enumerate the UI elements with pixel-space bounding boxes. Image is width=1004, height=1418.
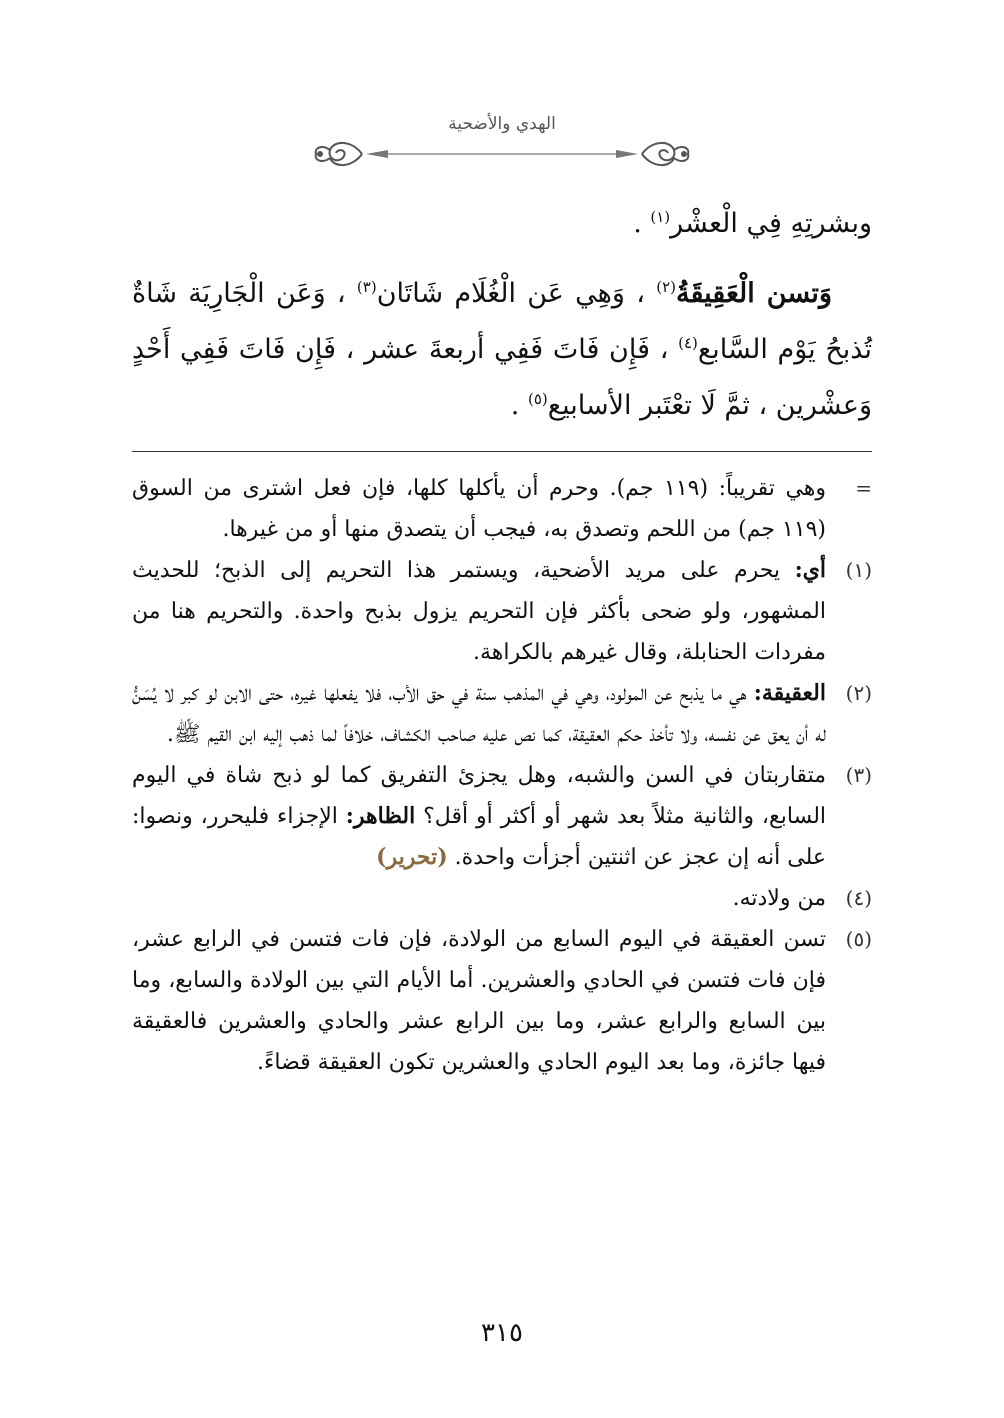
main-p2-text-1: ، وَهِي عَن الْغُلَام شَاتَان — [376, 278, 645, 309]
main-p2-lead: وَتسن الْعَقِيقَةُ — [676, 278, 832, 309]
main-p1-end: . — [633, 208, 642, 239]
footnote-ref-4: (٤) — [678, 334, 698, 352]
footnote-3 — [132, 755, 872, 878]
footnote-3-lead: الظاهر: — [345, 803, 416, 829]
header-title: الهدي والأضحية — [448, 114, 556, 134]
footnote-1-mark: (١) — [845, 558, 872, 582]
footnote-1-text: يحرم على مريد الأضحية، ويستمر هذا التحريم إلى الذبح؛ للحديث المشهور، ولو ضحى بأكثر فإن التحريم يزول بذبح واحدة. والتحريم هنا من مفردات الحنابلة، وقال غيرهم بالكراهة. — [132, 558, 826, 665]
footnote-2-text: هي ما يذبح عن المولود، وهي في المذهب سنة في حق الأب، فلا يفعلها غيره، حتى الابن لو كبر لا يُسَنُّ له أن يعق عن نفسه، ولا تأخذ حكم العقيقة، كما نص عليه صاحب الكشاف، خلافاً لما ذهب إليه ابن القيم — [132, 681, 826, 747]
footnote-2-end: . — [166, 722, 174, 747]
footnote-ref-5: (٥) — [527, 390, 548, 408]
footnote-3-mark: (٣) — [845, 763, 872, 787]
main-paragraph-2 — [132, 266, 872, 434]
footnote-4 — [132, 878, 872, 919]
main-text — [132, 196, 872, 434]
footnote-2-mark: (٢) — [845, 681, 872, 705]
footnote-divider — [132, 451, 872, 452]
tahrir-tag: (تحرير) — [376, 844, 448, 870]
footnote-3-text-2: الإجزاء فليحرر، ونصوا: على أنه إن عجز عن اثنتين أجزأت واحدة. — [132, 804, 826, 870]
main-p2-text-4: . — [510, 390, 520, 421]
footnote-continuation — [132, 468, 872, 550]
footnote-ref-3: (٣) — [356, 278, 377, 296]
footnote-5-mark: (٥) — [845, 927, 872, 951]
footnote-3-text-1: متقاربتان في السن والشبه، وهل يجزئ التفريق كما لو ذبح شاة في اليوم السابع، والثانية مثلاً بعد شهر أو أكثر أو أقل؟ — [132, 763, 827, 829]
ornament-divider-icon — [300, 136, 704, 172]
continuation-mark: = — [855, 476, 872, 500]
main-p2-text-3: ، فَإِن فَاتَ فَفِي أربعةَ عشر ، فَإِن فَاتَ فَفِي أَحْدٍ وَعشْرين ، ثمَّ لَا تعْتَبر الأسابيع — [132, 334, 872, 421]
footnote-1-lead: أي: — [794, 557, 827, 583]
footnote-5-text: تسن العقيقة في اليوم السابع من الولادة، فإن فات فتسن في الرابع عشر، فإن فات فتسن في الحادي والعشرين. أما الأيام التي بين الولادة والسابع، وما بين السابع والرابع عشر، وما بين الرابع عشر والحادي والعشرين فالعقيقة فيها جائزة، وما بعد اليوم الحادي والعشرين تكون العقيقة قضاءً. — [132, 927, 826, 1075]
footnote-4-mark: (٤) — [845, 886, 872, 910]
main-paragraph-1 — [132, 196, 872, 252]
continuation-text: وهي تقريباً: (١١٩ جم). وحرم أن يأكلها كلها، فإن فعل اشترى من السوق (١١٩ جم) من اللحم وتصدق به، فيجب أن يتصدق منها أو من غيرها. — [132, 476, 827, 542]
honorific-icon: ﷺ — [173, 722, 201, 747]
footnote-5 — [132, 919, 872, 1083]
footnote-1 — [132, 550, 872, 673]
footnote-2 — [132, 673, 872, 755]
running-header — [300, 108, 704, 172]
footnote-ref-1: (١) — [650, 208, 671, 226]
footnotes — [132, 468, 872, 1083]
footnote-2-lead: العقيقة: — [753, 680, 826, 706]
page-number: ٣١٥ — [481, 1318, 523, 1348]
footnote-4-text: من ولادته. — [732, 886, 826, 911]
main-p1-text: وبشرتِهِ فِي الْعشْر — [670, 208, 872, 239]
main-p2-text-2: ، وَعَن الْجَارِيَة شَاةٌ تُذبحُ يَوْم السَّابع — [132, 278, 872, 365]
footnote-ref-2: (٢) — [656, 278, 677, 296]
